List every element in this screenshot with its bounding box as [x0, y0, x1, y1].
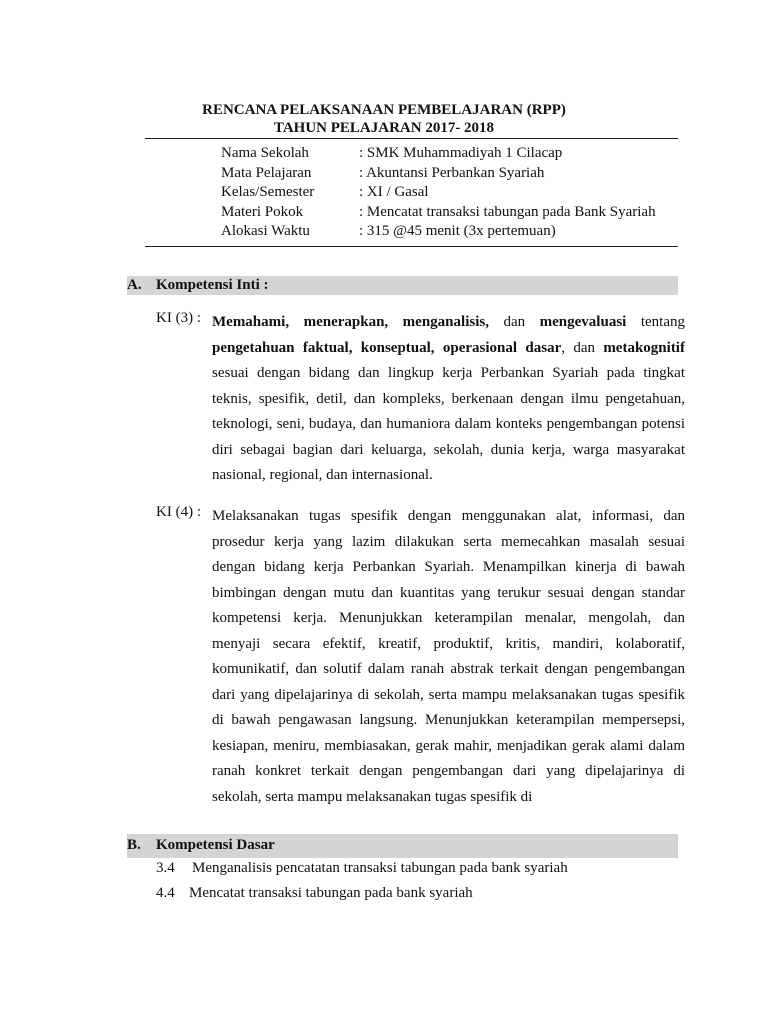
ki3-text-1: dan [488, 314, 540, 330]
identity-label: Nama Sekolah [221, 145, 309, 161]
identity-value: : XI / Gasal [359, 184, 429, 201]
section-title: Kompetensi Dasar [156, 837, 275, 853]
ki3-bold-2: mengevaluasi [539, 314, 627, 330]
section-letter: B. [127, 837, 141, 853]
kd-text: Mencatat transaksi tabungan pada bank syariah [189, 885, 473, 901]
ki4-text-rest: prosedur kerja yang lazim dilakukan serta memecahkan masalah sesuai dengan bidang kerja Perbankan Syariah. Menampilkan kinerja di bawah bimbingan dengan mutu dan kuantitas yang terukur sesuai dengan standar kompetensi kerja. Menunjukkan keterampilan menalar, mengolah, dan menyaji secara efektif, kreatif, produktif, kritis, mandiri, kolaboratif, komunikatif, dan solutif dalam ranah abstrak terkait dengan pengembangan dari yang dipelajarinya di sekolah, serta mampu melaksanakan tugas spesifik di bawah pengawasan langsung. Menunjukkan keterampilan mempersepsi, kesiapan, meniru, membiasakan, gerak mahir, menjadikan gerak alami dalam ranah konkret terkait dengan pengembangan dari yang dipelajarinya di sekolah, serta mampu melaksanakan tugas spesifik di [212, 533, 685, 805]
kd-number: 3.4 [156, 860, 175, 876]
section-a-heading [127, 276, 678, 295]
identity-label: Alokasi Waktu [221, 223, 310, 240]
ki3-bold-1: Memahami, menerapkan, menganalisis, [212, 314, 489, 330]
header-top-rule [145, 138, 678, 139]
section-b-heading [127, 834, 678, 858]
ki3-label: KI (3) : [156, 310, 201, 326]
section-letter: A. [127, 277, 142, 293]
ki3-bold-4: metakognitif [603, 339, 685, 356]
identity-label: Kelas/Semester [221, 184, 315, 201]
identity-row-class [221, 183, 656, 203]
ki3-text-2: tentang [626, 314, 685, 330]
ki3-text-4: sesuai dengan bidang dan lingkup kerja Perbankan Syariah pada tingkat teknis, spesifik, detil, dan kompleks, berkenaan dengan ilmu pengetahuan, teknologi, seni, budaya, dan humaniora dalam konteks pengembangan potensi diri sebagai bagian dari keluarga, sekolah, dunia kerja, warga masyarakat nasional, regional, dan internasional. [212, 365, 685, 483]
identity-value: : Akuntansi Perbankan Syariah [359, 164, 545, 181]
document-subtitle: TAHUN PELAJARAN 2017- 2018 [273, 120, 495, 136]
identity-label: Materi Pokok [221, 203, 304, 220]
ki4-label: KI (4) : [156, 504, 201, 520]
kd-text: Menganalisis pencatatan transaksi tabungan pada bank syariah [192, 860, 568, 876]
document-title: RENCANA PELAKSANAAN PEMBELAJARAN (RPP) [202, 102, 566, 118]
identity-label: Mata Pelajaran [221, 164, 312, 181]
ki4-text [212, 504, 685, 809]
kd-number: 4.4 [156, 885, 175, 901]
section-title: Kompetensi Inti : [156, 277, 269, 293]
ki3-text-3: , dan [561, 339, 604, 356]
identity-value: : 315 @45 menit (3x pertemuan) [359, 223, 556, 240]
identity-row-topic [221, 203, 656, 223]
identity-row-school [221, 144, 656, 164]
identity-row-subject [221, 164, 656, 184]
identity-table [221, 144, 656, 242]
ki4-text-first: Melaksanakan tugas spesifik dengan menggunakan alat, informasi, dan [212, 508, 685, 524]
identity-row-time [221, 222, 656, 242]
ki3-bold-3: pengetahuan faktual, konseptual, operasional dasar [212, 339, 562, 356]
identity-value: : Mencatat transaksi tabungan pada Bank Syariah [359, 203, 656, 220]
ki3-text [212, 310, 685, 489]
identity-value: : SMK Muhammadiyah 1 Cilacap [359, 145, 563, 161]
header-bottom-rule [145, 246, 678, 247]
